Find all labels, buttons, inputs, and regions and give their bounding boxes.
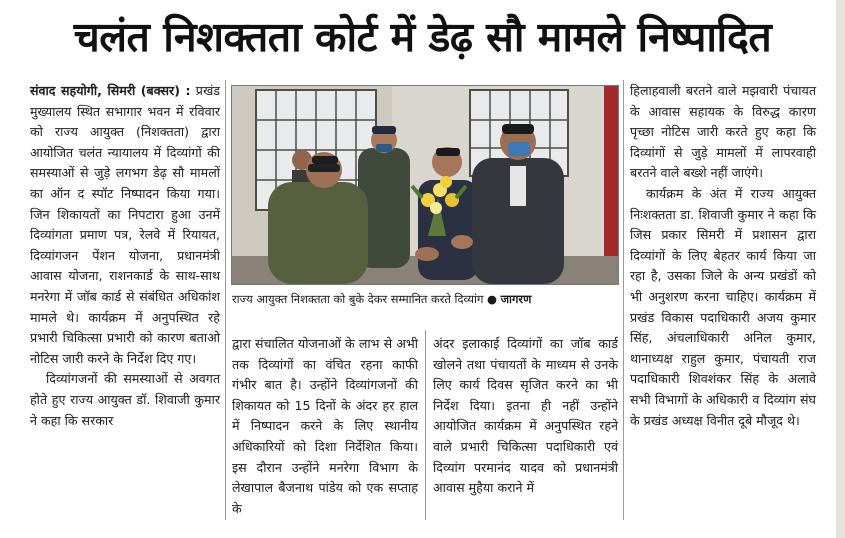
page-edge	[836, 0, 845, 538]
caption-source: जागरण	[500, 292, 532, 306]
photo-illustration	[232, 86, 618, 284]
bullet-icon: ●	[487, 292, 497, 306]
column-rule-2	[425, 330, 426, 520]
caption-text: राज्य आयुक्त निशक्तता को बुके देकर सम्मानित करते दिव्यांग	[232, 292, 484, 306]
paragraph: अंदर इलाकाई दिव्यांगों का जॉब कार्ड खोलने तथा पंचायतों के माध्यम से उनके लिए कार्य दिवस सृजित करने का भी निर्देश दिया। इतना ही नहीं उन्होंने आयोजित कार्यक्रम में अनुपस्थित रहने वाले प्रभारी चिकित्सा पदाधिकारी एवं दिव्यांग परमानंद यादव को प्रधानमंत्री आवास मुहैया कराने में	[433, 336, 618, 496]
photo-caption	[232, 287, 618, 311]
article-column-1	[30, 81, 220, 431]
paragraph	[30, 81, 220, 369]
article-column-3	[433, 334, 618, 499]
article-column-2	[232, 334, 418, 519]
dateline: संवाद सहयोगी, सिमरी (बक्सर) :	[30, 83, 191, 98]
paragraph-text: प्रखंड मुख्यालय स्थित सभागार भवन में रविवार को राज्य आयुक्त (निशक्तता) द्वारा आयोजित चलंत न्यायालय में दिव्यांगों की समस्याओं से जुड़े लगभग डेढ़ सौ मामलों का ऑन द स्पॉट निष्पादन किया गया। जिन शिकायतों का निपटारा हुआ उनमें दिव्यांगता प्रमाण पत्र, रेलवे में रियायत, दिव्यांगजन पेंशन योजना, प्रधानमंत्री आवास योजना, राशनकार्ड के साथ-साथ मनरेगा में जॉब कार्ड से संबंधित अधिकांश मामले थे। कार्यक्रम में अनुपस्थित रहे प्रभारी चिकित्सा प्रभारी को कारण बताओ नोटिस जारी करने के निर्देश दिए गए।	[30, 83, 220, 366]
article-column-4	[630, 81, 816, 431]
paragraph: हिलाहवाली बरतने वाले मझवारी पंचायत के आवास सहायक के विरुद्ध कारण पृच्छा नोटिस जारी करते हुए कहा कि दिव्यांगों से जुड़े मामलों में लापरवाही बरतने वाले बख्शे नहीं जाएंगे।	[630, 83, 816, 181]
column-rule-3	[623, 80, 624, 520]
paragraph: कार्यक्रम के अंत में राज्य आयुक्त निःशक्तता डा. शिवाजी कुमार ने कहा कि जिस प्रकार सिमरी में प्रशासन द्वारा दिव्यांगों के लिए बेहतर कार्य किया जा रहा है, उसका जिले के अन्य प्रखंडों को भी अनुशरण करना चाहिए। कार्यक्रम में प्रखंड विकास पदाधिकारी अजय कुमार सिंह, अंचलाधिकारी अनिल कुमार, थानाध्यक्ष राहुल कुमार, पंचायती राज पदाधिकारी शिवशंकर सिंह के अलावे सभी विभागों के अधिकारी व दिव्यांग संघ के प्रखंड अध्यक्ष विनीत दूबे मौजूद थे।	[630, 185, 816, 428]
headline: चलंत निशक्तता कोर्ट में डेढ़ सौ मामले निष्पादित	[73, 13, 772, 61]
paragraph: दिव्यांगजनों की समस्याओं से अवगत होते हुए राज्य आयुक्त डॉ. शिवाजी कुमार ने कहा कि सरकार	[30, 371, 220, 428]
paragraph: द्वारा संचालित योजनाओं के लाभ से अभी तक दिव्यांगों का वंचित रहना काफी गंभीर बात है। उन्होंने दिव्यांगजनों की शिकायत को 15 दिनों के अंदर हर हाल में निष्पादन करने के लिए स्थानीय अधिकारियों को दिशा निर्देशित किया। इस दौरान उन्होंने मनरेगा विभाग के लेखापाल बैजनाथ पांडेय को एक सप्ताह के	[232, 336, 418, 516]
column-rule-1	[225, 80, 226, 520]
news-photo	[231, 85, 619, 285]
